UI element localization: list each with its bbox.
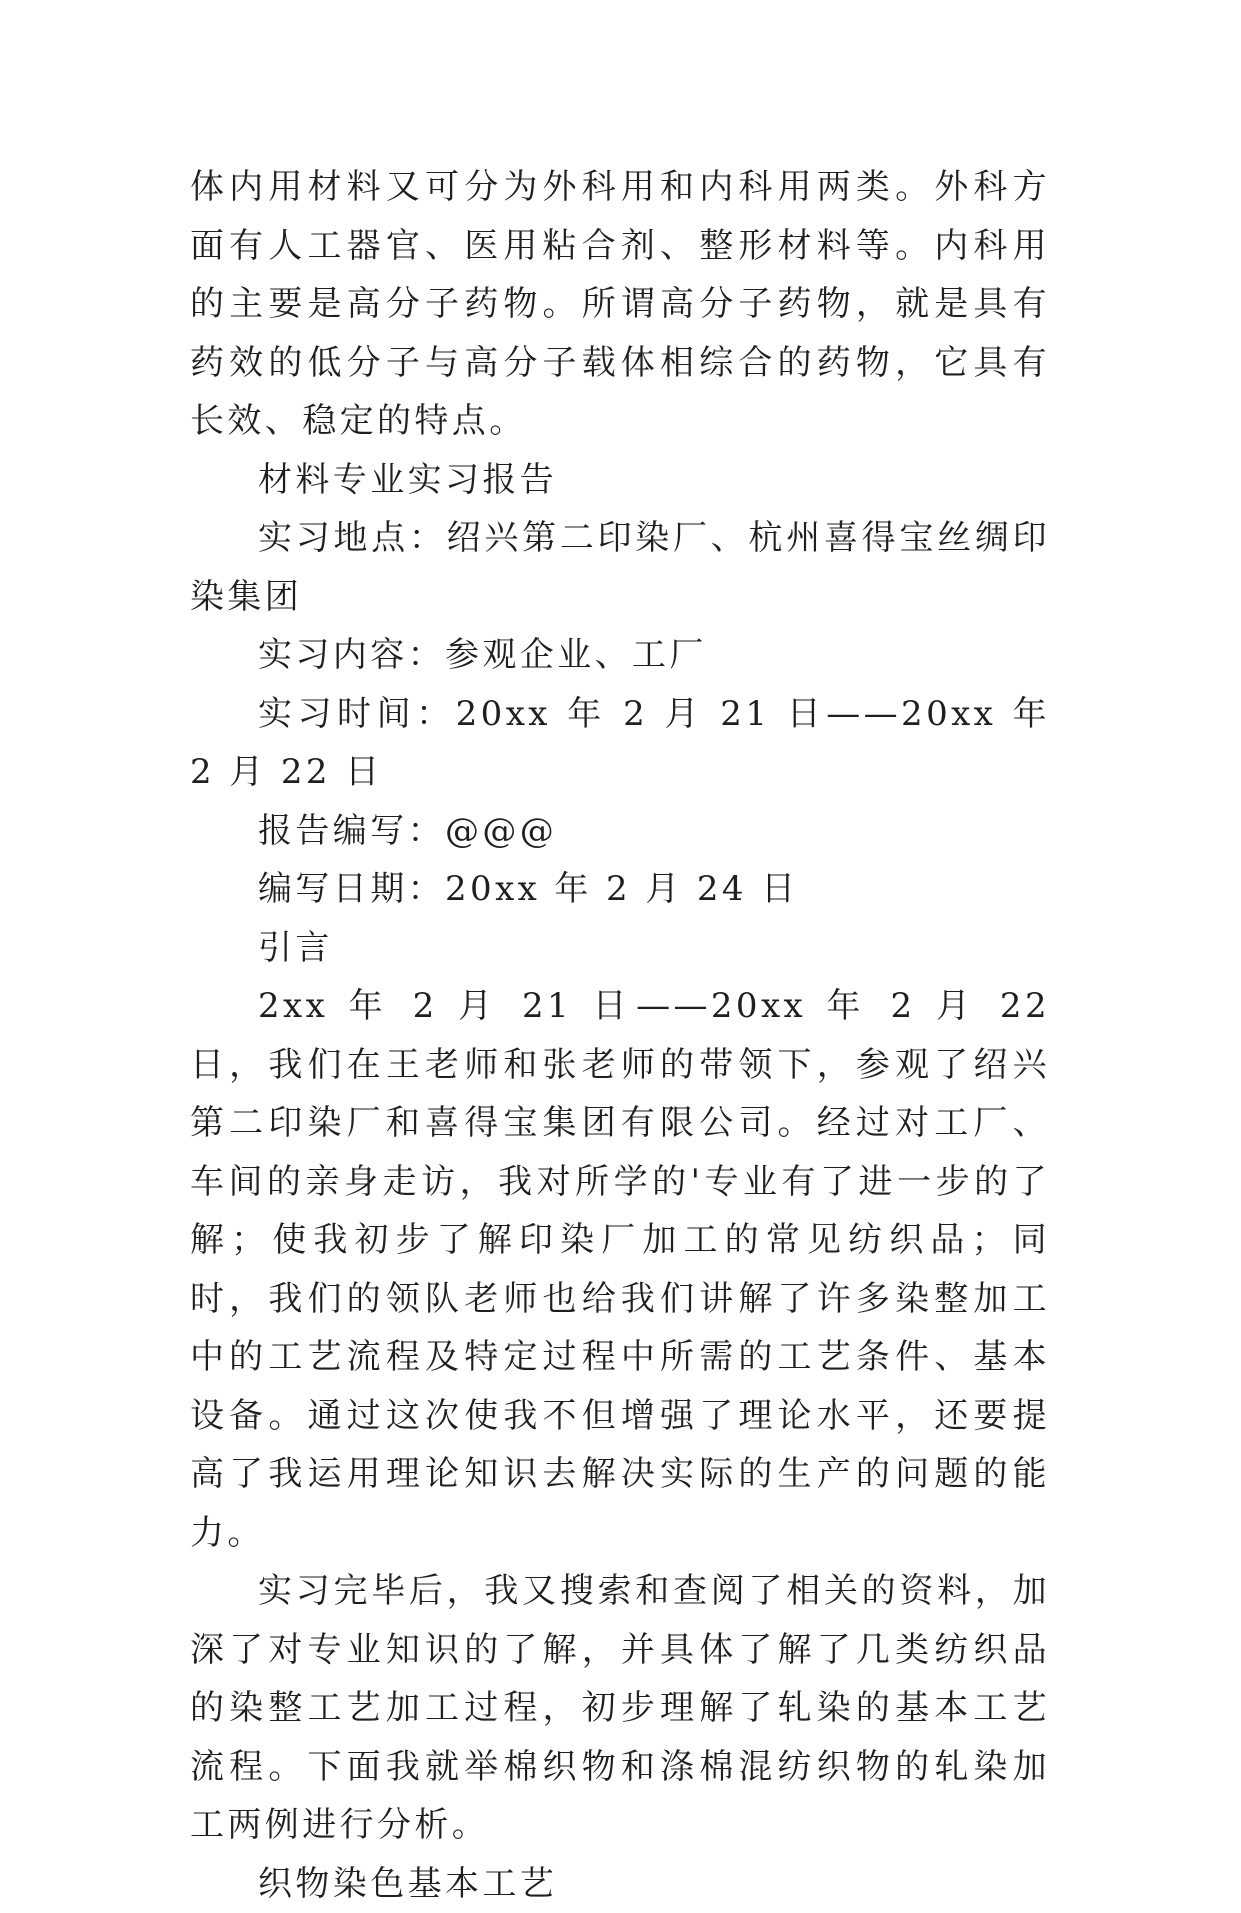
internship-time: 实习时间：20xx 年 2 月 21 日——20xx 年 2 月 22 日 <box>190 685 1050 802</box>
document-body <box>190 158 1050 1913</box>
report-title: 材料专业实习报告 <box>190 451 1050 510</box>
body-paragraph: 实习完毕后，我又搜索和查阅了相关的资料，加深了对专业知识的了解，并具体了解了几类纺织品的染整工艺加工过程，初步理解了轧染的基本工艺流程。下面我就举棉织物和涤棉混纺织物的轧染加工两例进行分析。 <box>190 1562 1050 1855</box>
body-paragraph: 体内用材料又可分为外科用和内科用两类。外科方面有人工器官、医用粘合剂、整形材料等。内科用的主要是高分子药物。所谓高分子药物，就是具有药效的低分子与高分子载体相综合的药物，它具有长效、稳定的特点。 <box>190 158 1050 451</box>
report-date: 编写日期：20xx 年 2 月 24 日 <box>190 860 1050 919</box>
internship-content: 实习内容：参观企业、工厂 <box>190 626 1050 685</box>
section-heading-introduction: 引言 <box>190 919 1050 978</box>
section-heading-dyeing-process: 织物染色基本工艺 <box>190 1855 1050 1913</box>
internship-location: 实习地点：绍兴第二印染厂、杭州喜得宝丝绸印染集团 <box>190 509 1050 626</box>
body-paragraph: 2xx 年 2 月 21 日——20xx 年 2 月 22 日，我们在王老师和张老师的带领下，参观了绍兴第二印染厂和喜得宝集团有限公司。经过对工厂、车间的亲身走访，我对所学的'专业有了进一步的了解；使我初步了解印染厂加工的常见纺织品；同时，我们的领队老师也给我们讲解了许多染整加工中的工艺流程及特定过程中所需的工艺条件、基本设备。通过这次使我不但增强了理论水平，还要提高了我运用理论知识去解决实际的生产的问题的能力。 <box>190 977 1050 1562</box>
report-author: 报告编写：@@@ <box>190 802 1050 861</box>
